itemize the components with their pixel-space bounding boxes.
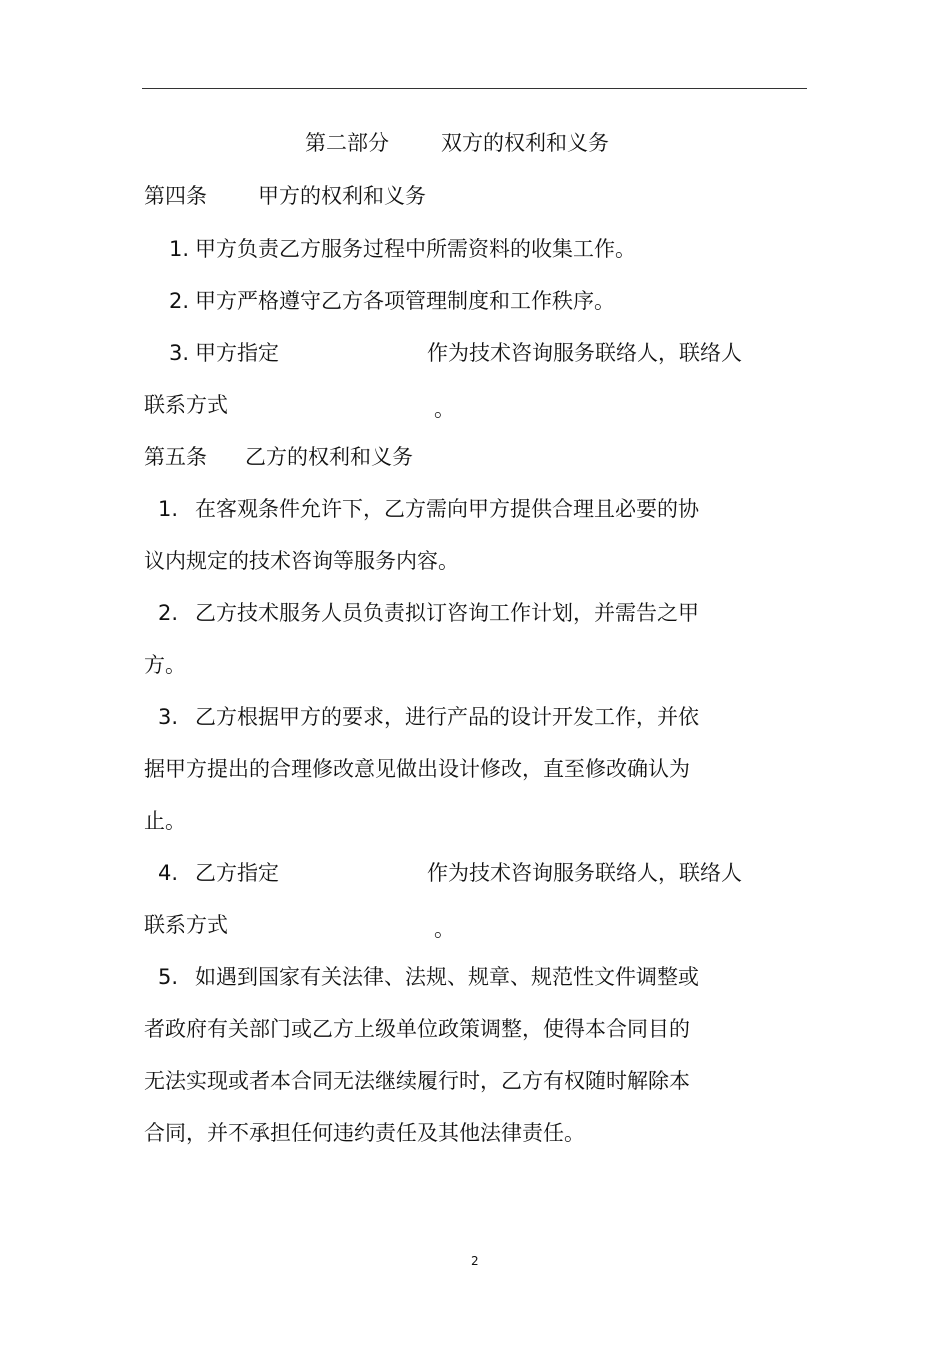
article5-item3-line3: 止。 bbox=[144, 809, 186, 833]
page-number: 2 bbox=[471, 1254, 479, 1268]
article5-item3-line1: 乙方根据甲方的要求，进行产品的设计开发工作，并依 bbox=[195, 705, 699, 729]
article5-item5-line1: 如遇到国家有关法律、法规、规章、规范性文件调整或 bbox=[195, 965, 699, 989]
article4-item3-text-d: 。 bbox=[434, 397, 455, 421]
article5-item4-text-b: 作为技术咨询服务联络人，联络人 bbox=[427, 861, 742, 885]
article5-item2-line1: 乙方技术服务人员负责拟订咨询工作计划，并需告之甲 bbox=[195, 601, 699, 625]
article5-item5-line4: 合同，并不承担任何违约责任及其他法律责任。 bbox=[144, 1121, 585, 1145]
article5-item4-number: 4. bbox=[158, 861, 179, 885]
article5-title: 乙方的权利和义务 bbox=[245, 445, 413, 469]
article4-title: 甲方的权利和义务 bbox=[258, 184, 426, 208]
article5-item3-number: 3. bbox=[158, 705, 179, 729]
article5-item4-text-d: 。 bbox=[434, 917, 455, 941]
article5-item3-line2: 据甲方提出的合理修改意见做出设计修改，直至修改确认为 bbox=[144, 757, 690, 781]
article5-item1-number: 1. bbox=[158, 497, 179, 521]
article4-item3-number: 3. bbox=[169, 341, 190, 365]
article4-item2-number: 2. bbox=[169, 289, 190, 313]
part-label: 第二部分 bbox=[305, 131, 389, 155]
article4-item3-text-b: 作为技术咨询服务联络人，联络人 bbox=[427, 341, 742, 365]
article4-item1-text: 甲方负责乙方服务过程中所需资料的收集工作。 bbox=[195, 237, 636, 261]
article5-item2-line2: 方。 bbox=[144, 653, 186, 677]
article5-item5-line3: 无法实现或者本合同无法继续履行时，乙方有权随时解除本 bbox=[144, 1069, 690, 1093]
article4-item3-text-a: 甲方指定 bbox=[195, 341, 279, 365]
article4-item3-text-c: 联系方式 bbox=[144, 393, 228, 417]
header-rule bbox=[142, 88, 807, 89]
article4-label: 第四条 bbox=[144, 184, 207, 208]
article5-item4-text-c: 联系方式 bbox=[144, 913, 228, 937]
article5-item2-number: 2. bbox=[158, 601, 179, 625]
article5-item1-line2: 议内规定的技术咨询等服务内容。 bbox=[144, 549, 459, 573]
article5-item1-line1: 在客观条件允许下，乙方需向甲方提供合理且必要的协 bbox=[195, 497, 699, 521]
article5-item4-text-a: 乙方指定 bbox=[195, 861, 279, 885]
article5-label: 第五条 bbox=[144, 445, 207, 469]
article4-item1-number: 1. bbox=[169, 237, 190, 261]
article5-item5-number: 5. bbox=[158, 965, 179, 989]
part-title: 双方的权利和义务 bbox=[441, 131, 609, 155]
article5-item5-line2: 者政府有关部门或乙方上级单位政策调整，使得本合同目的 bbox=[144, 1017, 690, 1041]
article4-item2-text: 甲方严格遵守乙方各项管理制度和工作秩序。 bbox=[195, 289, 615, 313]
